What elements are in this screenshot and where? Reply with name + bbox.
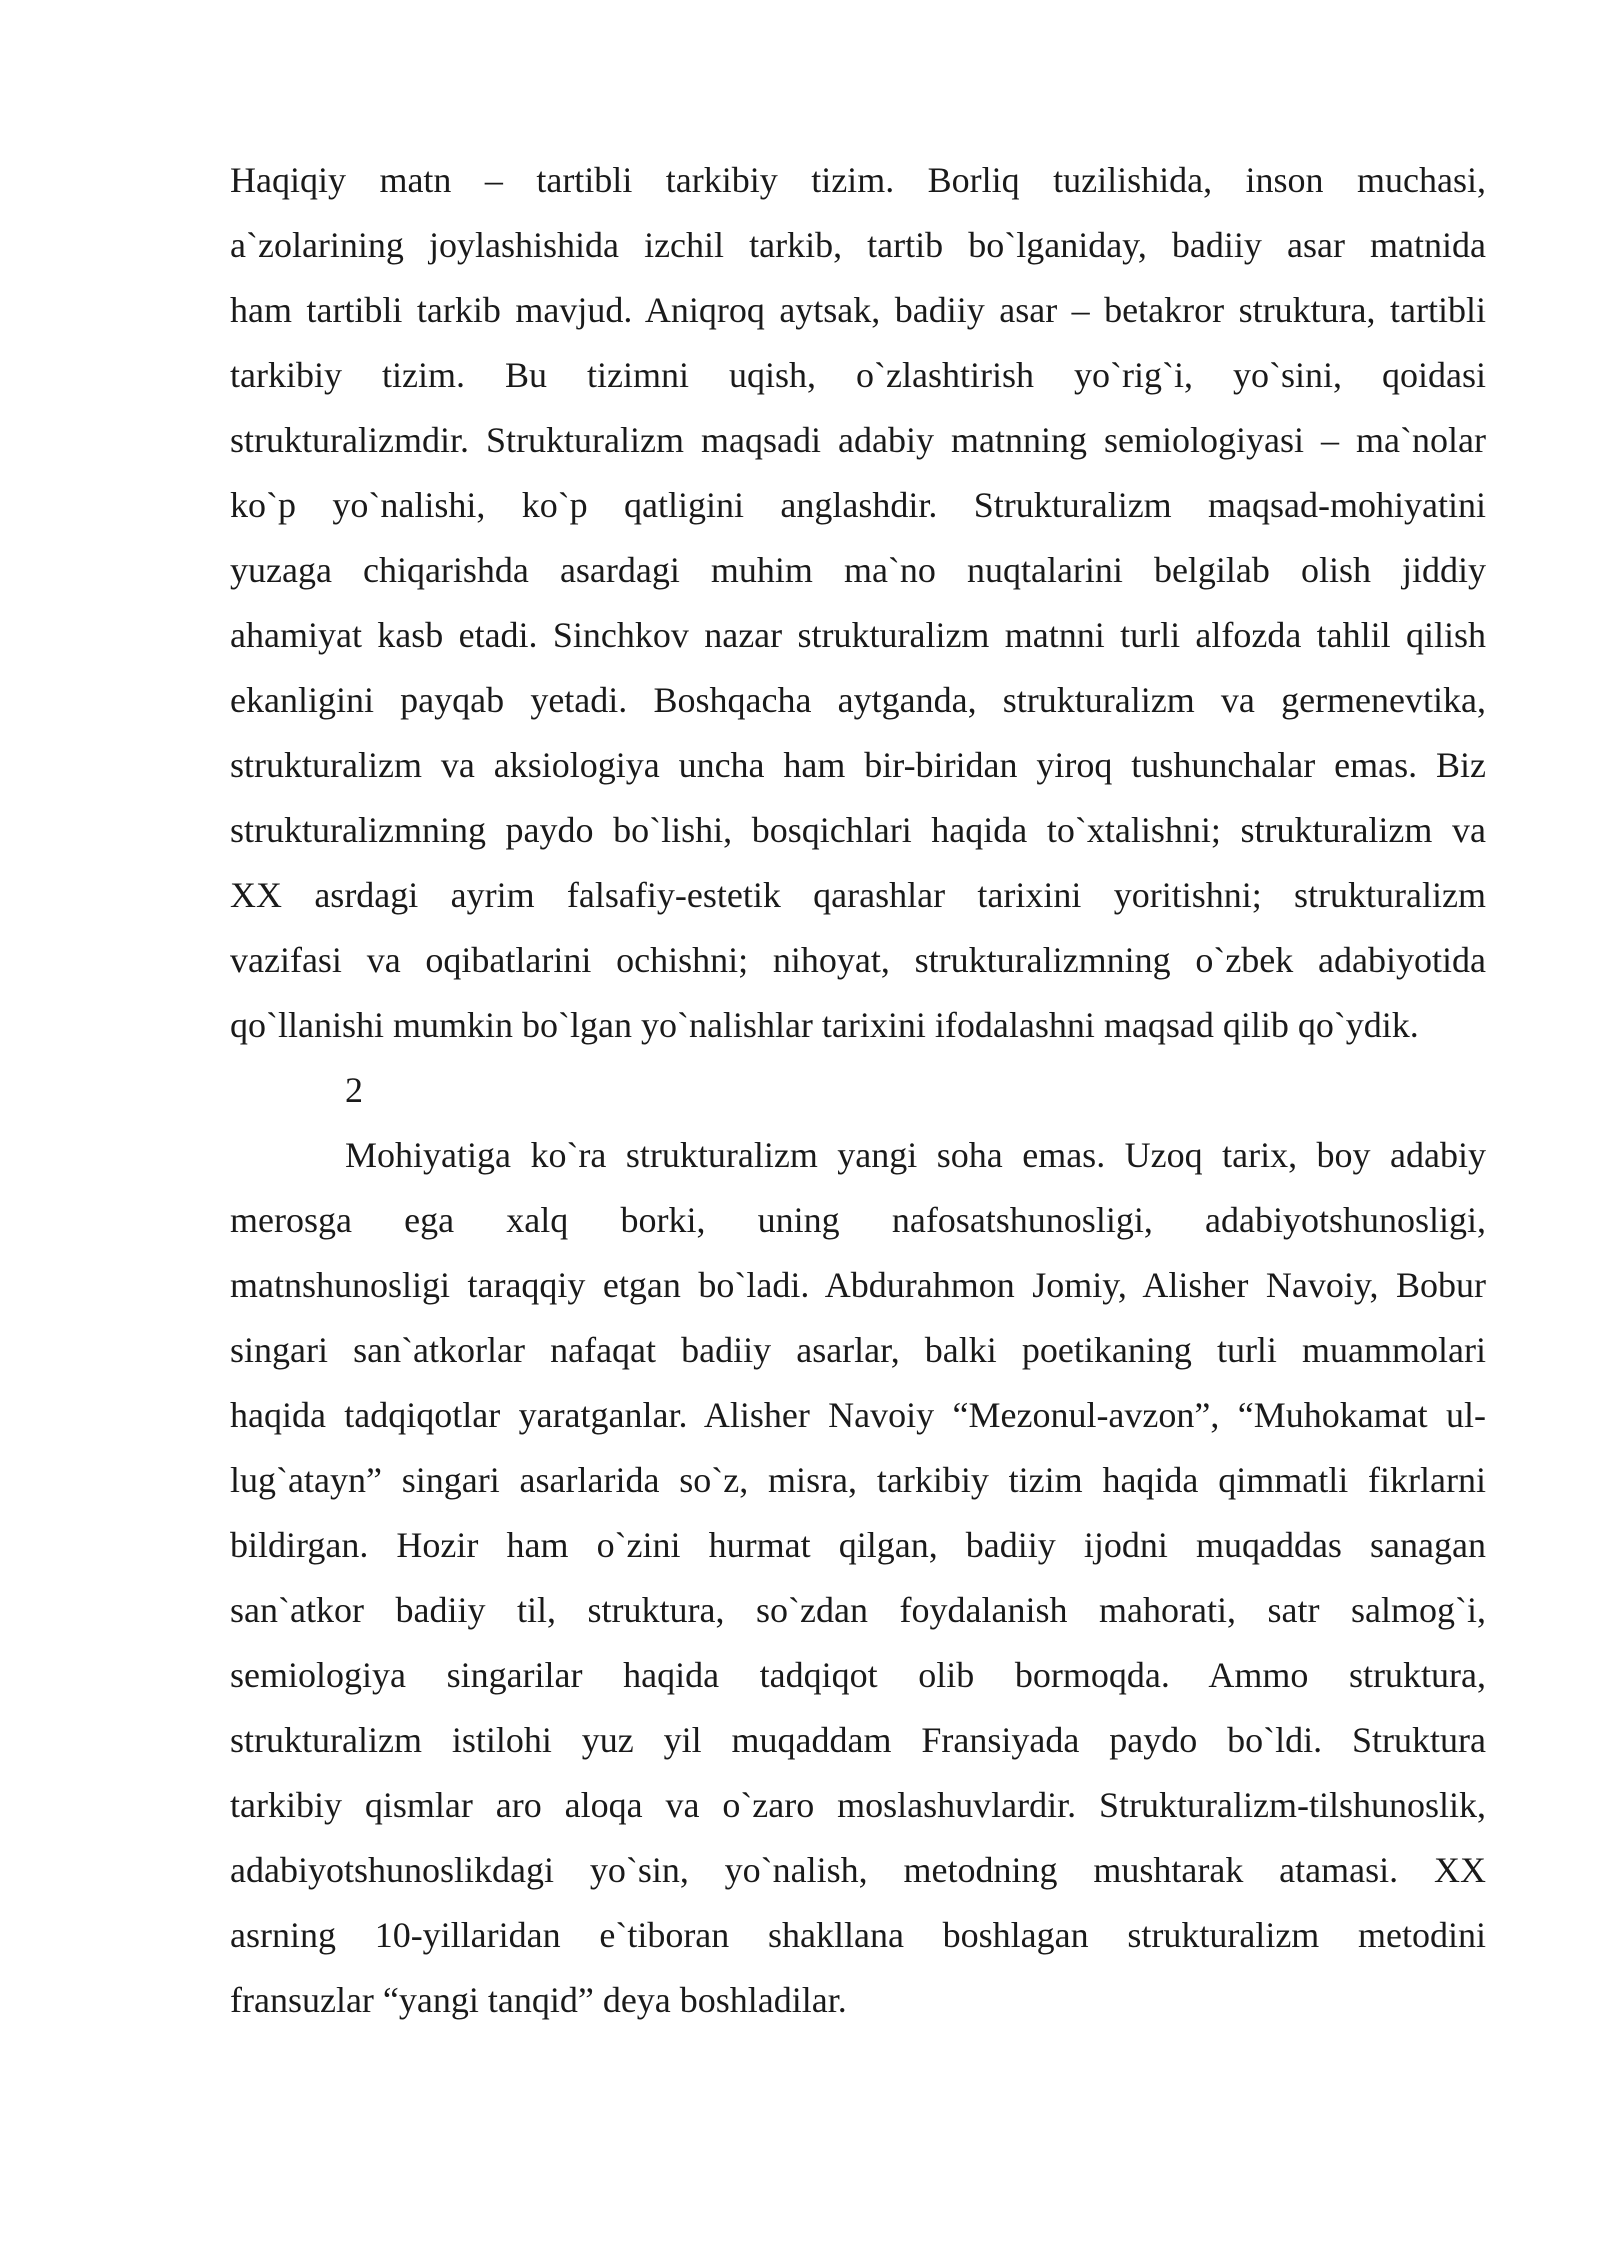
document-body bbox=[230, 148, 1486, 2033]
text-line: asrning 10-yillaridan e`tiboran shakllana boshlagan strukturalizm metodini bbox=[230, 1915, 1486, 1955]
text-line: adabiyotshunoslikdagi yo`sin, yo`nalish, metodning mushtarak atamasi. XX bbox=[230, 1850, 1486, 1890]
text-line: bildirgan. Hozir ham o`zini hurmat qilgan, badiiy ijodni muqaddas sanagan bbox=[230, 1525, 1486, 1565]
footnote-marker: 2 bbox=[345, 1070, 363, 1110]
text-line: san`atkor badiiy til, struktura, so`zdan foydalanish mahorati, satr salmog`i, bbox=[230, 1590, 1486, 1630]
text-line: yuzaga chiqarishda asardagi muhim ma`no nuqtalarini belgilab olish jiddiy bbox=[230, 550, 1486, 590]
text-line: ham tartibli tarkib mavjud. Aniqroq aytsak, badiiy asar – betakror struktura, tartibli bbox=[230, 290, 1486, 330]
text-line: singari san`atkorlar nafaqat badiiy asarlar, balki poetikaning turli muammolari bbox=[230, 1330, 1486, 1370]
text-line: qo`llanishi mumkin bo`lgan yo`nalishlar tarixini ifodalashni maqsad qilib qo`ydik. bbox=[230, 1005, 1419, 1045]
text-line: strukturalizm va aksiologiya uncha ham bir-biridan yiroq tushunchalar emas. Biz bbox=[230, 745, 1486, 785]
text-line: strukturalizm istilohi yuz yil muqaddam Fransiyada paydo bo`ldi. Struktura bbox=[230, 1720, 1486, 1760]
text-line: strukturalizmdir. Strukturalizm maqsadi adabiy matnning semiologiyasi – ma`nolar bbox=[230, 420, 1486, 460]
text-line: XX asrdagi ayrim falsafiy-estetik qarashlar tarixini yoritishni; strukturalizm bbox=[230, 875, 1486, 915]
text-line: merosga ega xalq borki, uning nafosatshunosligi, adabiyotshunosligi, bbox=[230, 1200, 1486, 1240]
text-line: a`zolarining joylashishida izchil tarkib, tartib bo`lganiday, badiiy asar matnida bbox=[230, 225, 1486, 265]
paragraph-2 bbox=[230, 1123, 1486, 2033]
text-line: ahamiyat kasb etadi. Sinchkov nazar strukturalizm matnni turli alfozda tahlil qilish bbox=[230, 615, 1486, 655]
text-line: lug`atayn” singari asarlarida so`z, misra, tarkibiy tizim haqida qimmatli fikrlarni bbox=[230, 1460, 1486, 1500]
text-line: semiologiya singarilar haqida tadqiqot olib bormoqda. Ammo struktura, bbox=[230, 1655, 1486, 1695]
text-line: matnshunosligi taraqqiy etgan bo`ladi. Abdurahmon Jomiy, Alisher Navoiy, Bobur bbox=[230, 1265, 1486, 1305]
paragraph-1 bbox=[230, 148, 1486, 1058]
text-line: tarkibiy qismlar aro aloqa va o`zaro moslashuvlardir. Strukturalizm-tilshunoslik, bbox=[230, 1785, 1486, 1825]
text-line: ekanligini payqab yetadi. Boshqacha aytganda, strukturalizm va germenevtika, bbox=[230, 680, 1486, 720]
text-line: vazifasi va oqibatlarini ochishni; nihoyat, strukturalizmning o`zbek adabiyotida bbox=[230, 940, 1486, 980]
text-line: haqida tadqiqotlar yaratganlar. Alisher Navoiy “Mezonul-avzon”, “Muhokamat ul- bbox=[230, 1395, 1486, 1435]
text-line: tarkibiy tizim. Bu tizimni uqish, o`zlashtirish yo`rig`i, yo`sini, qoidasi bbox=[230, 355, 1486, 395]
text-line: ko`p yo`nalishi, ko`p qatligini anglashdir. Strukturalizm maqsad-mohiyatini bbox=[230, 485, 1486, 525]
text-line: fransuzlar “yangi tanqid” deya boshladilar. bbox=[230, 1980, 847, 2020]
text-line: strukturalizmning paydo bo`lishi, bosqichlari haqida to`xtalishni; strukturalizm va bbox=[230, 810, 1486, 850]
text-line: Mohiyatiga ko`ra strukturalizm yangi soha emas. Uzoq tarix, boy adabiy bbox=[345, 1135, 1486, 1175]
text-line: Haqiqiy matn – tartibli tarkibiy tizim. Borliq tuzilishida, inson muchasi, bbox=[230, 160, 1486, 200]
